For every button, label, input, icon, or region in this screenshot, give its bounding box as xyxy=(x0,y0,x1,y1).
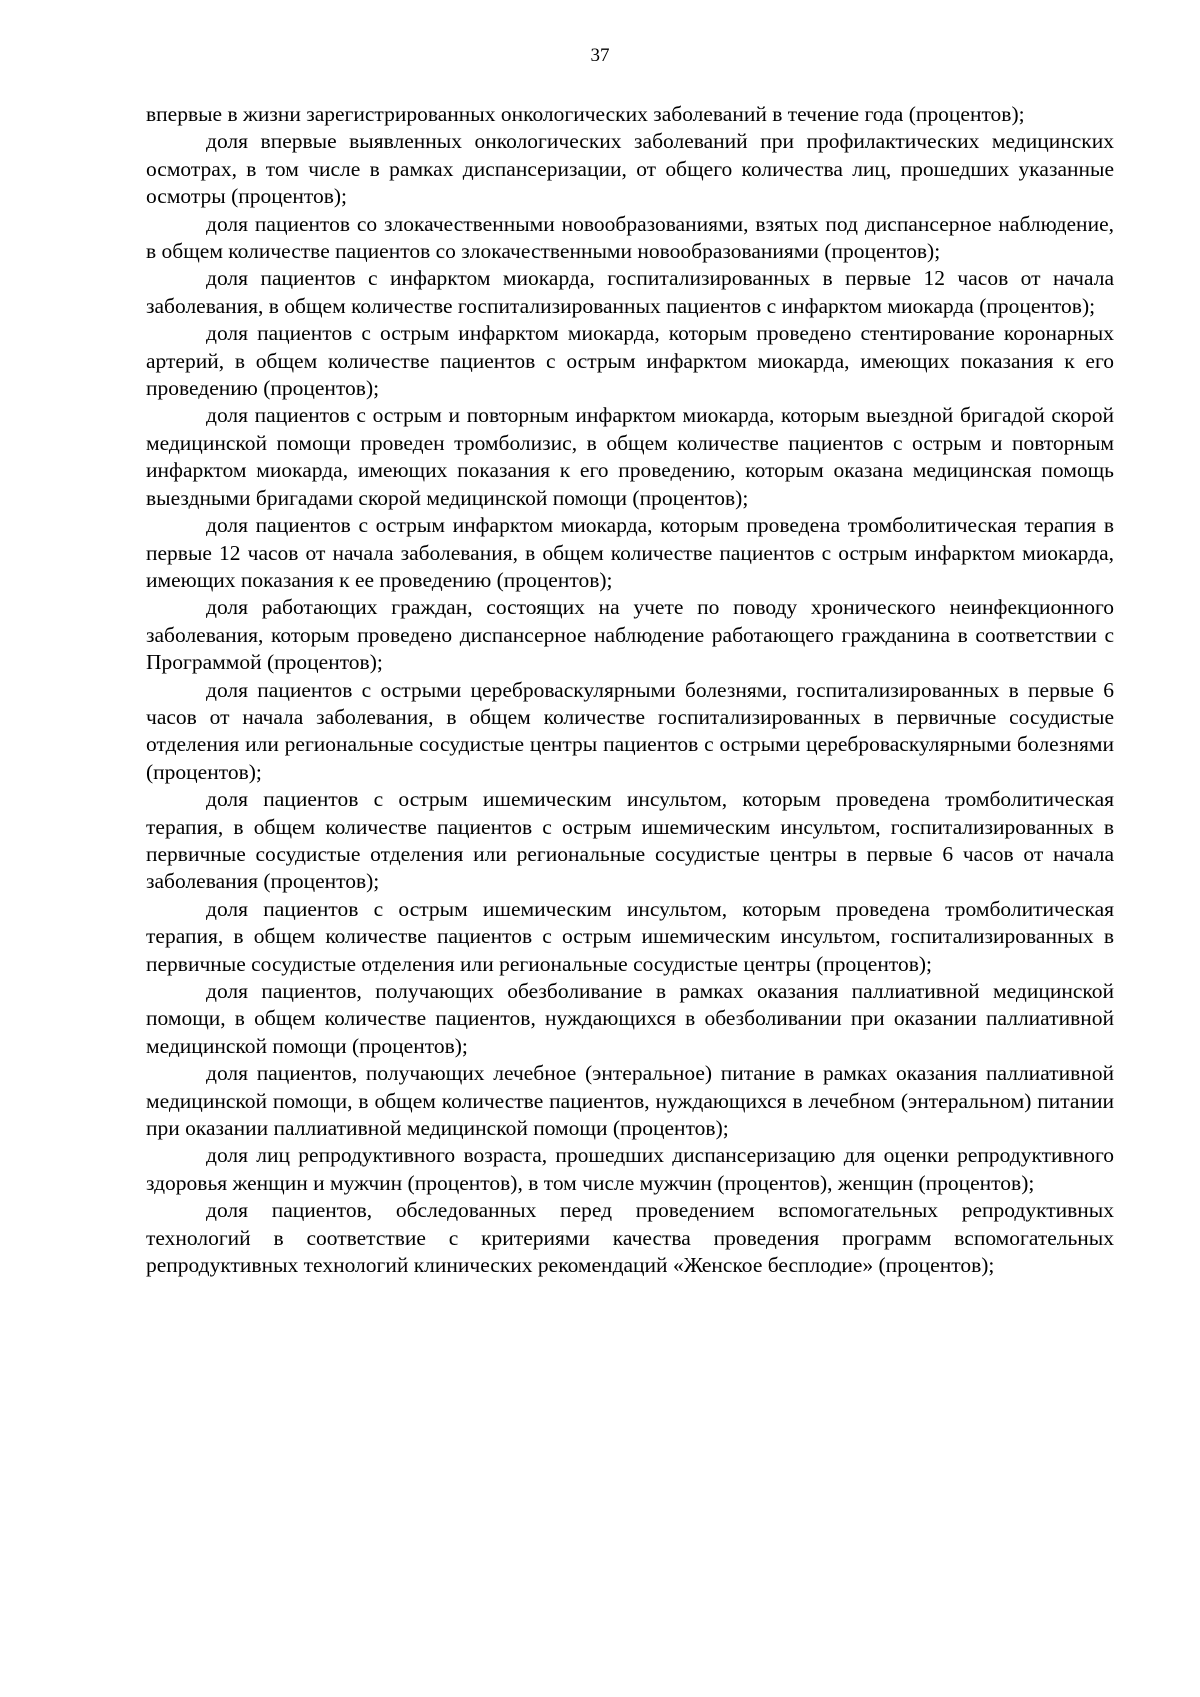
document-body xyxy=(146,101,1114,1279)
paragraph: доля пациентов с инфарктом миокарда, госпитализированных в первые 12 часов от начала заболевания, в общем количестве госпитализированных пациентов с инфарктом миокарда (процентов); xyxy=(146,266,1114,318)
paragraph: доля пациентов с острым инфарктом миокарда, которым проведено стентирование коронарных артерий, в общем количестве пациентов с острым инфарктом миокарда, имеющих показания к его проведению (процентов); xyxy=(146,321,1114,401)
paragraph: доля пациентов с острым инфарктом миокарда, которым проведена тромболитическая терапия в первые 12 часов от начала заболевания, в общем количестве пациентов с острым инфарктом миокарда, имеющих показания к ее проведению (процентов); xyxy=(146,513,1114,592)
paragraph: доля пациентов с острым и повторным инфарктом миокарда, которым выездной бригадой скорой медицинской помощи проведен тромболизис, в общем количестве пациентов с острым и повторным инфарктом миокарда, имеющих показания к его проведению, которым оказана медицинская помощь выездными бригадами скорой медицинской помощи (процентов); xyxy=(146,403,1114,510)
paragraph: доля работающих граждан, состоящих на учете по поводу хронического неинфекционного заболевания, которым проведено диспансерное наблюдение работающего гражданина в соответствии с Программой (процентов); xyxy=(146,595,1114,675)
paragraph: доля лиц репродуктивного возраста, прошедших диспансеризацию для оценки репродуктивного здоровья женщин и мужчин (процентов), в том числе мужчин (процентов), женщин (процентов); xyxy=(146,1143,1114,1195)
page-number: 37 xyxy=(590,45,610,66)
paragraph: доля впервые выявленных онкологических заболеваний при профилактических медицинских осмотрах, в том числе в рамках диспансеризации, от общего количества лиц, прошедших указанные осмотры (процентов); xyxy=(146,129,1114,209)
paragraph: доля пациентов, обследованных перед проведением вспомогательных репродуктивных технологий в соответствие с критериями качества проведения программ вспомогательных репродуктивных технологий клинических рекомендаций «Женское бесплодие» (процентов); xyxy=(146,1198,1114,1278)
paragraph: доля пациентов с острым ишемическим инсультом, которым проведена тромболитическая терапия, в общем количестве пациентов с острым ишемическим инсультом, госпитализированных в первичные сосудистые отделения или региональные сосудистые центры (процентов); xyxy=(146,896,1114,976)
paragraph: доля пациентов, получающих обезболивание в рамках оказания паллиативной медицинской помощи, в общем количестве пациентов, нуждающихся в обезболивании при оказании паллиативной медицинской помощи (процентов); xyxy=(146,979,1114,1058)
paragraph: доля пациентов со злокачественными новообразованиями, взятых под диспансерное наблюдение, в общем количестве пациентов со злокачественными новообразованиями (процентов); xyxy=(146,211,1114,264)
paragraph: доля пациентов с острыми цереброваскулярными болезнями, госпитализированных в первые 6 часов от начала заболевания, в общем количестве госпитализированных в первичные сосудистые отделения или региональные сосудистые центры пациентов с острыми цереброваскулярными болезнями (процентов); xyxy=(146,677,1114,784)
paragraph: доля пациентов с острым ишемическим инсультом, которым проведена тромболитическая терапия, в общем количестве пациентов с острым ишемическим инсультом, госпитализированных в первичные сосудистые отделения или региональные сосудистые центры в первые 6 часов от начала заболевания (процентов); xyxy=(146,787,1114,894)
paragraph: впервые в жизни зарегистрированных онкологических заболеваний в течение года (процентов); xyxy=(146,102,1025,126)
paragraph: доля пациентов, получающих лечебное (энтеральное) питание в рамках оказания паллиативной медицинской помощи, в общем количестве пациентов, нуждающихся в лечебном (энтеральном) питании при оказании паллиативной медицинской помощи (процентов); xyxy=(146,1061,1114,1141)
